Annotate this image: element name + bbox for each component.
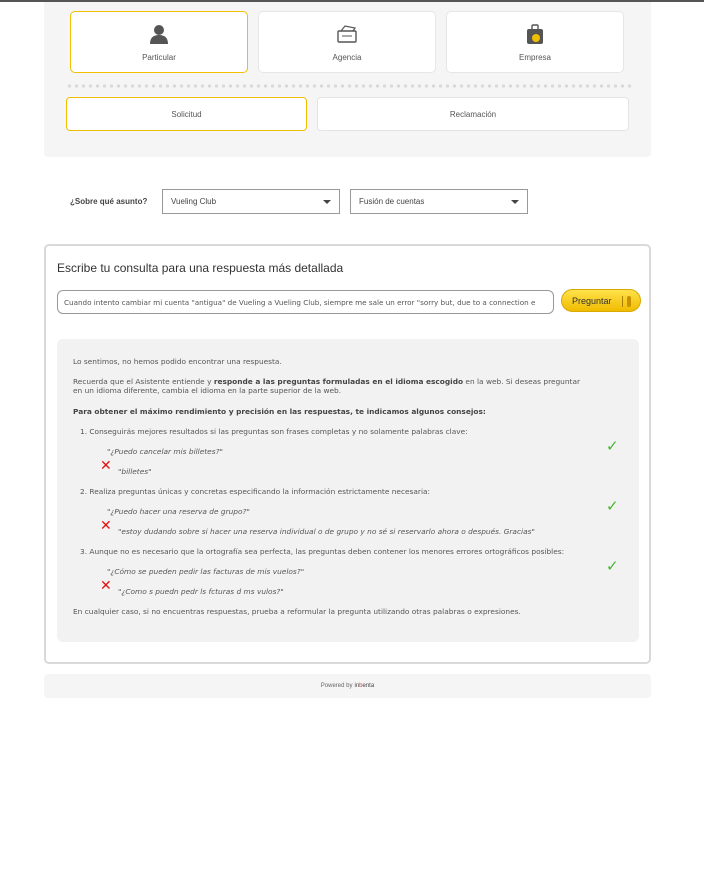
subject-row [70, 189, 528, 214]
query-title: Escribe tu consulta para una respuesta más detallada [57, 261, 344, 275]
brand-text: enta [362, 683, 375, 689]
request-kind-solicitud[interactable]: Solicitud [66, 97, 307, 131]
cross-icon: ✕ [100, 518, 112, 534]
topic-select[interactable] [162, 189, 340, 214]
brand-text: b [359, 683, 363, 689]
chevron-down-icon [511, 200, 519, 204]
client-type-label: Particular [142, 53, 176, 62]
query-panel [44, 244, 651, 664]
tip-text: 2. Realiza preguntas únicas y concretas especificando la información estrictamente necesaria: [80, 487, 431, 496]
inbenta-logo[interactable] [354, 683, 374, 689]
cross-icon: ✕ [100, 458, 112, 474]
brand-text: in [354, 683, 360, 689]
client-type-agencia[interactable] [258, 11, 436, 73]
good-example: "¿Puedo hacer una reserva de grupo?" [107, 507, 250, 516]
powered-by-footer [44, 674, 651, 698]
tips-heading: Para obtener el máximo rendimiento y precisión en las respuestas, te indicamos algunos consejos: [73, 407, 486, 416]
request-kind-reclamacion[interactable]: Reclamación [317, 97, 629, 131]
checkmark-icon: ✓ [606, 437, 619, 455]
ticket-icon [336, 23, 358, 45]
answer-box [57, 339, 639, 642]
bad-example: "¿Como s puedn pedr ls fcturas d ms vulos?" [118, 587, 284, 596]
ask-button[interactable] [561, 289, 641, 312]
tip-text: 1. Conseguirás mejores resultados si las preguntas son frases completas y no solamente palabras clave: [80, 427, 468, 436]
microphone-icon[interactable] [627, 296, 631, 307]
bad-example: "billetes" [118, 467, 152, 476]
ask-button-label: Preguntar [572, 295, 612, 306]
person-icon [148, 23, 170, 45]
language-notice-bold: responde a las preguntas formuladas en el idioma escogido [213, 377, 464, 386]
cross-icon: ✕ [100, 578, 112, 594]
powered-by-text: Powered by [320, 683, 353, 689]
answer-intro: Lo sentimos, no hemos podido encontrar una respuesta. [73, 357, 282, 366]
client-type-particular[interactable] [70, 11, 248, 73]
client-type-label: Agencia [332, 53, 362, 62]
client-type-panel [44, 2, 651, 157]
query-input[interactable] [57, 290, 554, 314]
subtopic-select[interactable] [350, 189, 528, 214]
briefcase-icon [524, 23, 546, 45]
subtopic-select-value: Fusión de cuentas [359, 197, 425, 206]
chevron-down-icon [323, 200, 331, 204]
client-type-label: Empresa [518, 53, 551, 62]
subject-label: ¿Sobre qué asunto? [70, 197, 148, 206]
good-example: "¿Cómo se pueden pedir las facturas de mis vuelos?" [107, 567, 305, 576]
language-notice [73, 377, 580, 386]
good-example: "¿Puedo cancelar mis billetes?" [107, 447, 223, 456]
language-notice-text: en la web. Si deseas preguntar [463, 377, 581, 386]
bad-example: "estoy dudando sobre si hacer una reserva individual o de grupo y no sé si reservarlo ahora o después. Gracias" [118, 527, 535, 536]
language-notice-line2: en un idioma diferente, cambia el idioma en la parte superior de la web. [73, 386, 342, 395]
dotted-divider [66, 83, 632, 89]
button-divider [622, 296, 623, 307]
topic-select-value: Vueling Club [171, 197, 217, 206]
language-notice-text: Recuerda que el Asistente entiende y [73, 377, 214, 386]
checkmark-icon: ✓ [606, 497, 619, 515]
client-type-empresa[interactable] [446, 11, 624, 73]
answer-closing: En cualquier caso, si no encuentras respuestas, prueba a reformular la pregunta utilizando otras palabras o expresiones. [73, 607, 521, 616]
checkmark-icon: ✓ [606, 557, 619, 575]
tip-text: 3. Aunque no es necesario que la ortografía sea perfecta, las preguntas deben contener los menores errores ortográficos posibles: [80, 547, 565, 556]
